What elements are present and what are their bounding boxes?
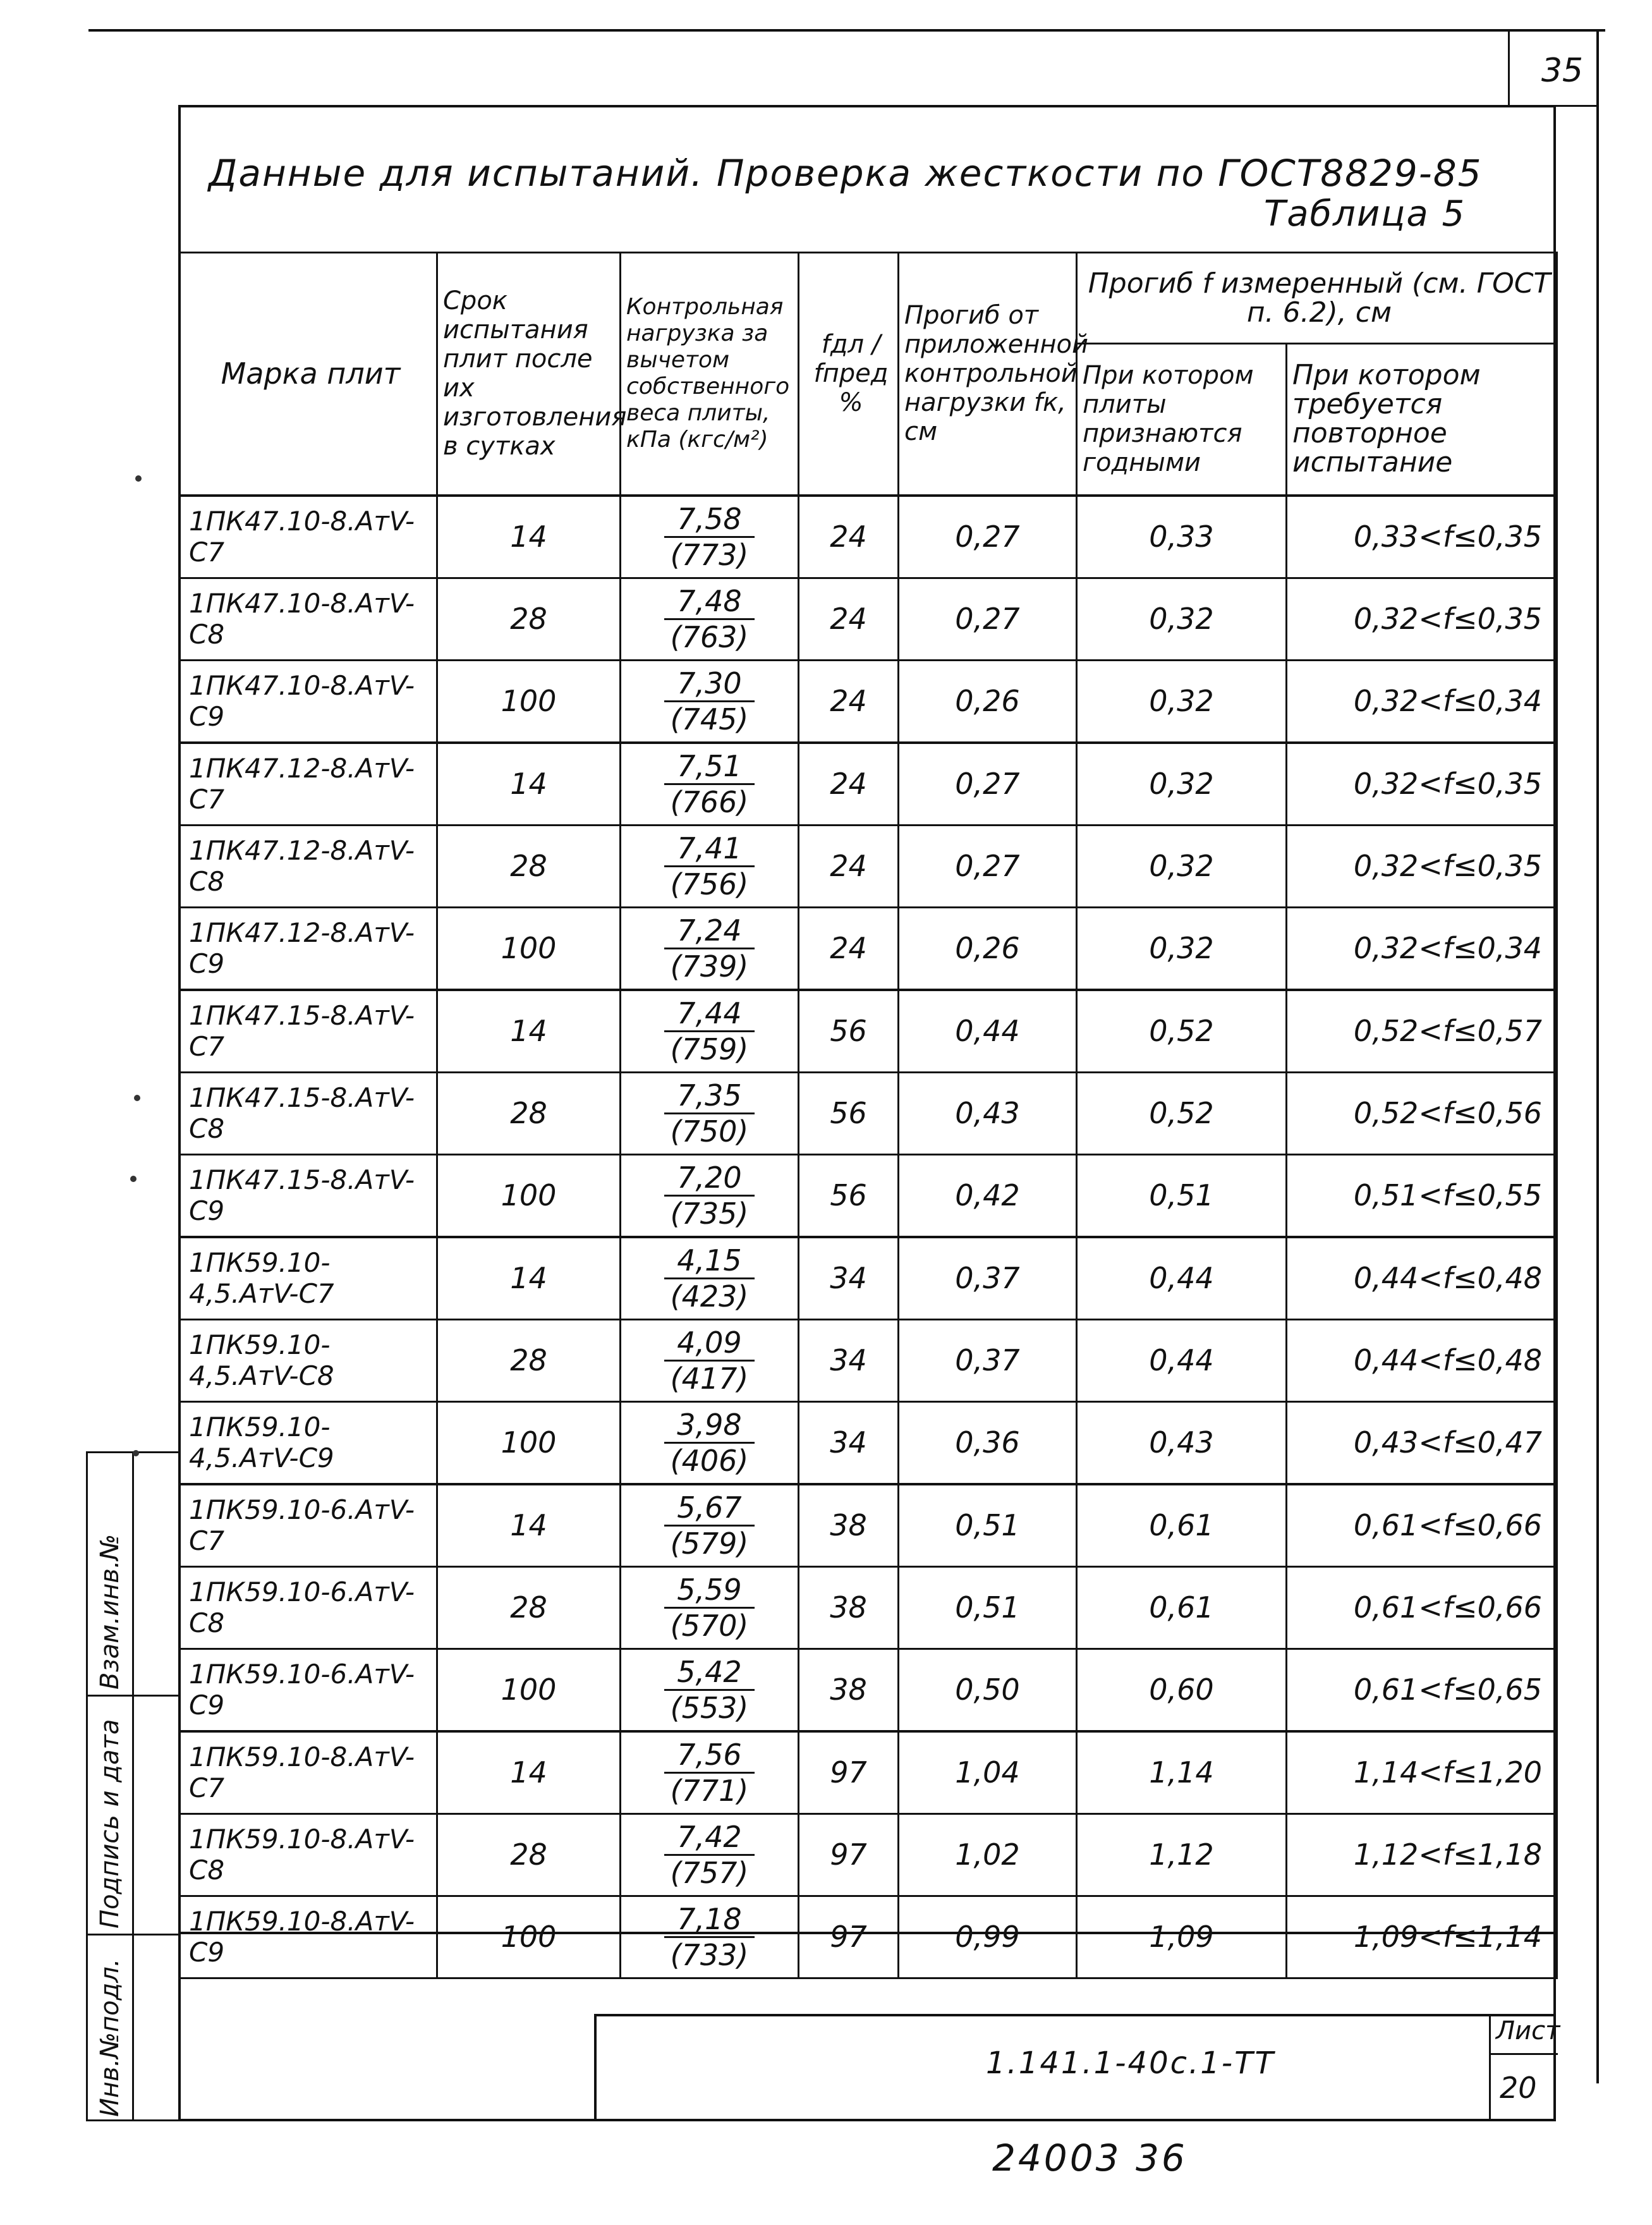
approval-side-strip bbox=[86, 1451, 178, 2121]
cell-ratio: 24 bbox=[799, 660, 899, 743]
test-data-table bbox=[178, 252, 1558, 1979]
load-kgs: (570) bbox=[670, 1608, 749, 1643]
load-kpa: 7,24 bbox=[664, 913, 754, 949]
bottom-handwritten-note: 24003 36 bbox=[992, 2137, 1187, 2179]
cell-fk: 0,27 bbox=[899, 825, 1077, 907]
cell-control-load bbox=[621, 907, 799, 990]
cell-mark: 1ПК59.10-4,5.АтV-С7 bbox=[179, 1237, 437, 1320]
load-fraction bbox=[664, 1408, 754, 1478]
sheet-right-border bbox=[1596, 29, 1599, 2083]
cell-term: 100 bbox=[437, 1154, 621, 1237]
cell-fit: 0,32 bbox=[1077, 660, 1287, 743]
cell-mark: 1ПК59.10-6.АтV-С7 bbox=[179, 1484, 437, 1567]
table-row bbox=[179, 1649, 1557, 1731]
cell-fit: 0,44 bbox=[1077, 1237, 1287, 1320]
load-kgs: (750) bbox=[670, 1114, 749, 1149]
cell-retest: 0,43<f≤0,47 bbox=[1287, 1401, 1557, 1484]
cell-term: 28 bbox=[437, 1566, 621, 1649]
cell-ratio: 97 bbox=[799, 1731, 899, 1814]
load-fraction bbox=[664, 1655, 754, 1725]
load-fraction bbox=[664, 1902, 754, 1972]
cell-retest: 1,12<f≤1,18 bbox=[1287, 1814, 1557, 1896]
cell-fit: 0,52 bbox=[1077, 990, 1287, 1073]
load-kpa: 7,48 bbox=[664, 584, 754, 620]
table-row bbox=[179, 1401, 1557, 1484]
load-kpa: 5,59 bbox=[664, 1573, 754, 1609]
cell-retest: 0,52<f≤0,56 bbox=[1287, 1072, 1557, 1154]
sheet-box-divider bbox=[1491, 2053, 1558, 2055]
cell-ratio: 38 bbox=[799, 1484, 899, 1567]
document-title: Данные для испытаний. Проверка жесткости по ГОСТ8829-85 bbox=[209, 152, 1483, 195]
cell-term: 100 bbox=[437, 1401, 621, 1484]
cell-fit: 1,09 bbox=[1077, 1896, 1287, 1978]
load-fraction bbox=[664, 584, 754, 654]
load-kgs: (579) bbox=[670, 1526, 749, 1561]
vzam-inv-label: Взам.инв.№ bbox=[95, 1533, 125, 1690]
load-kgs: (739) bbox=[670, 949, 749, 984]
cell-control-load bbox=[621, 578, 799, 660]
cell-mark: 1ПК59.10-4,5.АтV-С9 bbox=[179, 1401, 437, 1484]
cell-fk: 0,51 bbox=[899, 1566, 1077, 1649]
cell-control-load bbox=[621, 1401, 799, 1484]
table-row bbox=[179, 1896, 1557, 1978]
load-kgs: (757) bbox=[670, 1855, 749, 1890]
table-row bbox=[179, 1237, 1557, 1320]
cell-term: 14 bbox=[437, 1237, 621, 1320]
cell-fit: 1,12 bbox=[1077, 1814, 1287, 1896]
table-row bbox=[179, 1566, 1557, 1649]
cell-retest: 0,44<f≤0,48 bbox=[1287, 1237, 1557, 1320]
side-strip-divider bbox=[88, 1695, 180, 1697]
cell-retest: 0,52<f≤0,57 bbox=[1287, 990, 1557, 1073]
cell-fit: 0,33 bbox=[1077, 496, 1287, 578]
load-fraction bbox=[664, 1738, 754, 1808]
cell-ratio: 24 bbox=[799, 578, 899, 660]
cell-fit: 0,32 bbox=[1077, 907, 1287, 990]
cell-mark: 1ПК59.10-4,5.АтV-С8 bbox=[179, 1319, 437, 1401]
load-kpa: 4,09 bbox=[664, 1326, 754, 1362]
table-row bbox=[179, 825, 1557, 907]
cell-fk: 0,50 bbox=[899, 1649, 1077, 1731]
cell-mark: 1ПК47.10-8.АтV-С7 bbox=[179, 496, 437, 578]
cell-mark: 1ПК59.10-8.АтV-С7 bbox=[179, 1731, 437, 1814]
scan-speck bbox=[130, 1176, 137, 1182]
cell-retest: 0,61<f≤0,65 bbox=[1287, 1649, 1557, 1731]
load-kgs: (745) bbox=[670, 702, 749, 736]
cell-retest: 0,61<f≤0,66 bbox=[1287, 1566, 1557, 1649]
cell-term: 28 bbox=[437, 1814, 621, 1896]
cell-retest: 0,33<f≤0,35 bbox=[1287, 496, 1557, 578]
cell-control-load bbox=[621, 1319, 799, 1401]
cell-control-load bbox=[621, 1649, 799, 1731]
load-fraction bbox=[664, 913, 754, 984]
table-row bbox=[179, 1319, 1557, 1401]
cell-fit: 0,43 bbox=[1077, 1401, 1287, 1484]
load-kgs: (759) bbox=[670, 1032, 749, 1066]
cell-term: 28 bbox=[437, 825, 621, 907]
cell-control-load bbox=[621, 1731, 799, 1814]
cell-retest: 0,51<f≤0,55 bbox=[1287, 1154, 1557, 1237]
load-kgs: (406) bbox=[670, 1443, 749, 1478]
cell-retest: 0,32<f≤0,34 bbox=[1287, 907, 1557, 990]
cell-ratio: 34 bbox=[799, 1237, 899, 1320]
load-kgs: (417) bbox=[670, 1361, 749, 1396]
cell-fit: 0,32 bbox=[1077, 578, 1287, 660]
load-fraction bbox=[664, 996, 754, 1066]
table-row bbox=[179, 1072, 1557, 1154]
table-row bbox=[179, 660, 1557, 743]
cell-fit: 0,52 bbox=[1077, 1072, 1287, 1154]
cell-fk: 0,26 bbox=[899, 907, 1077, 990]
cell-control-load bbox=[621, 1896, 799, 1978]
load-kpa: 7,18 bbox=[664, 1902, 754, 1938]
cell-term: 14 bbox=[437, 496, 621, 578]
header-control-load: Контрольная нагрузка за вычетом собственного веса плиты, кПа (кгс/м²) bbox=[621, 253, 799, 496]
cell-term: 14 bbox=[437, 1484, 621, 1567]
load-kpa: 7,20 bbox=[664, 1161, 754, 1197]
cell-fk: 1,02 bbox=[899, 1814, 1077, 1896]
cell-mark: 1ПК47.12-8.АтV-С9 bbox=[179, 907, 437, 990]
load-kpa: 4,15 bbox=[664, 1243, 754, 1279]
load-fraction bbox=[664, 1243, 754, 1314]
cell-fk: 0,27 bbox=[899, 496, 1077, 578]
cell-mark: 1ПК59.10-8.АтV-С9 bbox=[179, 1896, 437, 1978]
load-kpa: 7,51 bbox=[664, 749, 754, 785]
load-fraction bbox=[664, 1078, 754, 1149]
cell-fit: 0,61 bbox=[1077, 1484, 1287, 1567]
cell-retest: 0,44<f≤0,48 bbox=[1287, 1319, 1557, 1401]
cell-fit: 0,32 bbox=[1077, 743, 1287, 826]
cell-term: 100 bbox=[437, 660, 621, 743]
table-label: Таблица 5 bbox=[1264, 193, 1466, 235]
scan-speck bbox=[133, 1450, 139, 1456]
cell-fit: 0,32 bbox=[1077, 825, 1287, 907]
load-kgs: (735) bbox=[670, 1196, 749, 1231]
load-kpa: 7,58 bbox=[664, 502, 754, 538]
cell-term: 14 bbox=[437, 743, 621, 826]
cell-control-load bbox=[621, 1484, 799, 1567]
sheet-top-border bbox=[88, 29, 1605, 32]
cell-retest: 0,32<f≤0,35 bbox=[1287, 578, 1557, 660]
cell-mark: 1ПК47.10-8.АтV-С9 bbox=[179, 660, 437, 743]
cell-term: 28 bbox=[437, 1319, 621, 1401]
load-kgs: (733) bbox=[670, 1937, 749, 1972]
cell-control-load bbox=[621, 743, 799, 826]
cell-fk: 0,99 bbox=[899, 1896, 1077, 1978]
load-fraction bbox=[664, 666, 754, 736]
sheet-number: 20 bbox=[1500, 2071, 1537, 2105]
table-row bbox=[179, 907, 1557, 990]
load-kpa: 7,42 bbox=[664, 1820, 754, 1856]
cell-retest: 1,09<f≤1,14 bbox=[1287, 1896, 1557, 1978]
cell-fk: 1,04 bbox=[899, 1731, 1077, 1814]
cell-fk: 0,44 bbox=[899, 990, 1077, 1073]
load-kpa: 3,98 bbox=[664, 1408, 754, 1444]
header-deflection-applied: Прогиб от приложенной контрольной нагрузки fк, см bbox=[899, 253, 1077, 496]
cell-fk: 0,51 bbox=[899, 1484, 1077, 1567]
cell-term: 14 bbox=[437, 1731, 621, 1814]
cell-control-load bbox=[621, 1237, 799, 1320]
table-row bbox=[179, 496, 1557, 578]
cell-mark: 1ПК59.10-6.АтV-С8 bbox=[179, 1566, 437, 1649]
cell-fk: 0,36 bbox=[899, 1401, 1077, 1484]
header-ratio: fдл / fпред % bbox=[799, 253, 899, 496]
scan-speck bbox=[135, 475, 142, 482]
cell-term: 100 bbox=[437, 907, 621, 990]
inv-podl-label: Инв.№подл. bbox=[95, 1958, 125, 2117]
cell-ratio: 24 bbox=[799, 907, 899, 990]
cell-ratio: 97 bbox=[799, 1814, 899, 1896]
load-kpa: 7,56 bbox=[664, 1738, 754, 1774]
load-kgs: (773) bbox=[670, 537, 749, 572]
cell-fit: 1,14 bbox=[1077, 1731, 1287, 1814]
cell-term: 28 bbox=[437, 1072, 621, 1154]
cell-fit: 0,51 bbox=[1077, 1154, 1287, 1237]
cell-retest: 0,32<f≤0,35 bbox=[1287, 743, 1557, 826]
cell-mark: 1ПК47.10-8.АтV-С8 bbox=[179, 578, 437, 660]
cell-term: 100 bbox=[437, 1649, 621, 1731]
stamp-area-divider bbox=[178, 1932, 1556, 1934]
load-fraction bbox=[664, 1573, 754, 1643]
table-row bbox=[179, 578, 1557, 660]
load-kgs: (553) bbox=[670, 1690, 749, 1725]
cell-retest: 1,14<f≤1,20 bbox=[1287, 1731, 1557, 1814]
cell-term: 100 bbox=[437, 1896, 621, 1978]
cell-ratio: 34 bbox=[799, 1319, 899, 1401]
page-number-box bbox=[1508, 29, 1598, 107]
load-kgs: (763) bbox=[670, 619, 749, 654]
table-row bbox=[179, 1814, 1557, 1896]
cell-mark: 1ПК47.15-8.АтV-С7 bbox=[179, 990, 437, 1073]
load-kpa: 7,35 bbox=[664, 1078, 754, 1114]
cell-fk: 0,37 bbox=[899, 1319, 1077, 1401]
cell-term: 28 bbox=[437, 578, 621, 660]
load-kpa: 7,44 bbox=[664, 996, 754, 1032]
cell-fk: 0,27 bbox=[899, 578, 1077, 660]
cell-fk: 0,42 bbox=[899, 1154, 1077, 1237]
cell-fit: 0,61 bbox=[1077, 1566, 1287, 1649]
cell-ratio: 56 bbox=[799, 1072, 899, 1154]
cell-term: 14 bbox=[437, 990, 621, 1073]
cell-ratio: 56 bbox=[799, 1154, 899, 1237]
table-row bbox=[179, 1731, 1557, 1814]
table-row bbox=[179, 1484, 1557, 1567]
load-kpa: 5,42 bbox=[664, 1655, 754, 1691]
table-row bbox=[179, 743, 1557, 826]
load-kpa: 7,30 bbox=[664, 666, 754, 702]
cell-mark: 1ПК47.15-8.АтV-С9 bbox=[179, 1154, 437, 1237]
cell-control-load bbox=[621, 1072, 799, 1154]
header-test-term: Срок испытания плит после их изготовления в сутках bbox=[437, 253, 621, 496]
side-strip-divider bbox=[88, 1934, 180, 1935]
cell-ratio: 34 bbox=[799, 1401, 899, 1484]
cell-fk: 0,37 bbox=[899, 1237, 1077, 1320]
cell-mark: 1ПК59.10-6.АтV-С9 bbox=[179, 1649, 437, 1731]
table-row bbox=[179, 990, 1557, 1073]
document-code: 1.141.1-40с.1-ТТ bbox=[986, 2045, 1275, 2081]
load-fraction bbox=[664, 1161, 754, 1231]
scan-speck bbox=[134, 1095, 140, 1101]
cell-control-load bbox=[621, 660, 799, 743]
cell-fit: 0,44 bbox=[1077, 1319, 1287, 1401]
cell-control-load bbox=[621, 1814, 799, 1896]
cell-fk: 0,27 bbox=[899, 743, 1077, 826]
cell-ratio: 56 bbox=[799, 990, 899, 1073]
table-row bbox=[179, 1154, 1557, 1237]
load-fraction bbox=[664, 1820, 754, 1890]
cell-mark: 1ПК47.12-8.АтV-С8 bbox=[179, 825, 437, 907]
load-kgs: (766) bbox=[670, 784, 749, 819]
header-fit: При котором плиты признаются годными bbox=[1077, 344, 1287, 496]
cell-ratio: 38 bbox=[799, 1566, 899, 1649]
sheet-label: Лист bbox=[1496, 2016, 1560, 2045]
signature-date-label: Подпись и дата bbox=[95, 1719, 125, 1929]
cell-control-load bbox=[621, 825, 799, 907]
cell-fk: 0,26 bbox=[899, 660, 1077, 743]
load-fraction bbox=[664, 831, 754, 901]
cell-mark: 1ПК47.12-8.АтV-С7 bbox=[179, 743, 437, 826]
cell-ratio: 24 bbox=[799, 743, 899, 826]
table-body bbox=[179, 496, 1557, 1978]
load-fraction bbox=[664, 749, 754, 819]
load-fraction bbox=[664, 502, 754, 572]
load-fraction bbox=[664, 1326, 754, 1396]
cell-ratio: 24 bbox=[799, 496, 899, 578]
cell-mark: 1ПК47.15-8.АтV-С8 bbox=[179, 1072, 437, 1154]
cell-ratio: 24 bbox=[799, 825, 899, 907]
cell-retest: 0,61<f≤0,66 bbox=[1287, 1484, 1557, 1567]
cell-ratio: 97 bbox=[799, 1896, 899, 1978]
cell-retest: 0,32<f≤0,35 bbox=[1287, 825, 1557, 907]
cell-control-load bbox=[621, 990, 799, 1073]
cell-mark: 1ПК59.10-8.АтV-С8 bbox=[179, 1814, 437, 1896]
page-number: 35 bbox=[1541, 52, 1583, 90]
load-kpa: 5,67 bbox=[664, 1490, 754, 1527]
cell-ratio: 38 bbox=[799, 1649, 899, 1731]
load-fraction bbox=[664, 1490, 754, 1561]
load-kgs: (423) bbox=[670, 1279, 749, 1314]
header-retest: При котором требуется повторное испытание bbox=[1287, 344, 1557, 496]
load-kgs: (771) bbox=[670, 1773, 749, 1808]
cell-fit: 0,60 bbox=[1077, 1649, 1287, 1731]
cell-control-load bbox=[621, 1154, 799, 1237]
cell-control-load bbox=[621, 1566, 799, 1649]
header-mark: Марка плит bbox=[179, 253, 437, 496]
load-kgs: (756) bbox=[670, 867, 749, 901]
header-deflection-measured: Прогиб f измеренный (см. ГОСТ п. 6.2), см bbox=[1077, 253, 1557, 344]
cell-retest: 0,32<f≤0,34 bbox=[1287, 660, 1557, 743]
cell-control-load bbox=[621, 496, 799, 578]
sheet-number-box bbox=[1489, 2014, 1560, 2121]
load-kpa: 7,41 bbox=[664, 831, 754, 867]
cell-fk: 0,43 bbox=[899, 1072, 1077, 1154]
